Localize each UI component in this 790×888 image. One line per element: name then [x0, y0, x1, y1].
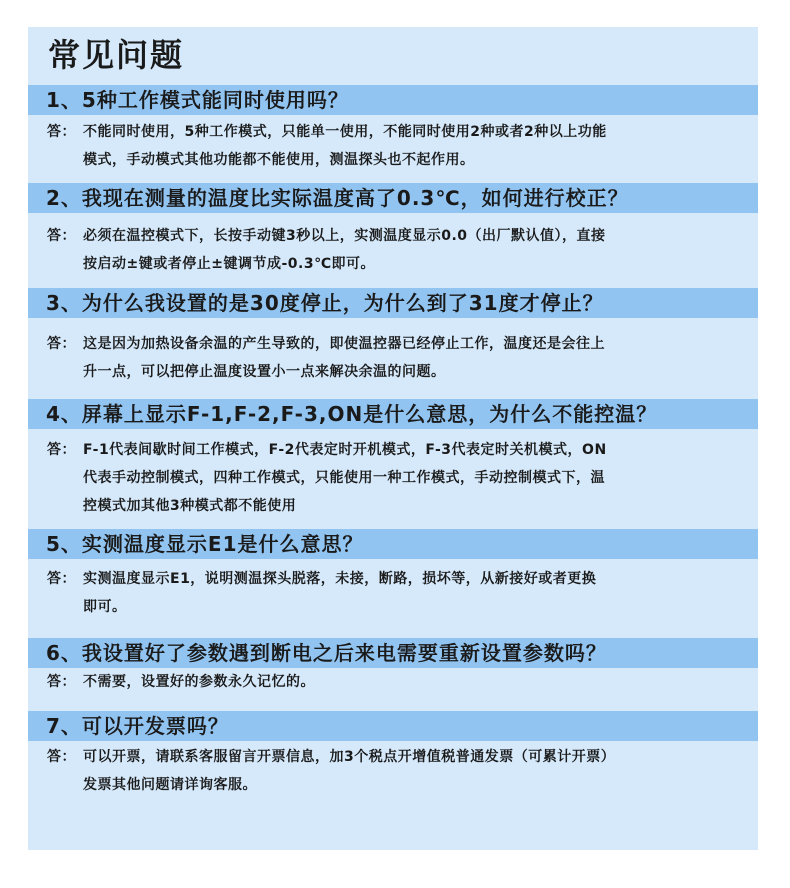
answer-line: 必须在温控模式下，长按手动键3秒以上，实测温度显示0.0（出厂默认值），直接 — [83, 228, 606, 244]
faq-answer-4 — [47, 436, 751, 520]
faq-question-6: 6、我设置好了参数遇到断电之后来电需要重新设置参数吗？ — [28, 638, 758, 668]
answer-line: 不能同时使用，5种工作模式，只能单一使用，不能同时使用2种或者2种以上功能 — [83, 124, 607, 140]
faq-answer-5 — [47, 565, 751, 621]
page-title: 常见问题 — [48, 36, 185, 74]
answer-label: 答： — [47, 124, 76, 140]
answer-label: 答： — [47, 228, 76, 244]
faq-question-4: 4、屏幕上显示F-1,F-2,F-3,ON是什么意思，为什么不能控温？ — [28, 399, 758, 429]
faq-answer-6 — [47, 668, 751, 696]
answer-line: 发票其他问题请详询客服。 — [83, 777, 257, 793]
answer-line: 模式，手动模式其他功能都不能使用，测温探头也不起作用。 — [83, 152, 475, 168]
answer-line: 不需要，设置好的参数永久记忆的。 — [83, 674, 315, 690]
faq-question-1: 1、5种工作模式能同时使用吗？ — [28, 85, 758, 115]
answer-line: F-1代表间歇时间工作模式，F-2代表定时开机模式，F-3代表定时关机模式，ON — [83, 442, 607, 458]
answer-label: 答： — [47, 442, 76, 458]
answer-line: 可以开票，请联系客服留言开票信息，加3个税点开增值税普通发票（可累计开票） — [83, 749, 616, 765]
answer-line: 这是因为加热设备余温的产生导致的，即使温控器已经停止工作，温度还是会往上 — [83, 336, 605, 352]
answer-label: 答： — [47, 571, 76, 587]
answer-line: 实测温度显示E1，说明测温探头脱落，未接，断路，损坏等，从新接好或者更换 — [83, 571, 597, 587]
faq-answer-7 — [47, 743, 751, 799]
faq-answer-3 — [47, 330, 751, 386]
answer-label: 答： — [47, 336, 76, 352]
answer-line: 升一点，可以把停止温度设置小一点来解决余温的问题。 — [83, 364, 446, 380]
answer-line: 控模式加其他3种模式都不能使用 — [83, 498, 297, 514]
answer-line: 即可。 — [83, 599, 127, 615]
faq-panel — [28, 27, 758, 850]
faq-question-5: 5、实测温度显示E1是什么意思？ — [28, 529, 758, 559]
answer-label: 答： — [47, 749, 76, 765]
faq-answer-2 — [47, 222, 751, 278]
faq-answer-1 — [47, 118, 751, 174]
faq-question-7: 7、可以开发票吗？ — [28, 711, 758, 741]
faq-question-3: 3、为什么我设置的是30度停止，为什么到了31度才停止？ — [28, 288, 758, 318]
answer-line: 代表手动控制模式，四种工作模式，只能使用一种工作模式，手动控制模式下，温 — [83, 470, 605, 486]
answer-label: 答： — [47, 674, 76, 690]
faq-question-2: 2、我现在测量的温度比实际温度高了0.3℃，如何进行校正？ — [28, 183, 758, 213]
answer-line: 按启动±键或者停止±键调节成-0.3℃即可。 — [83, 256, 376, 272]
